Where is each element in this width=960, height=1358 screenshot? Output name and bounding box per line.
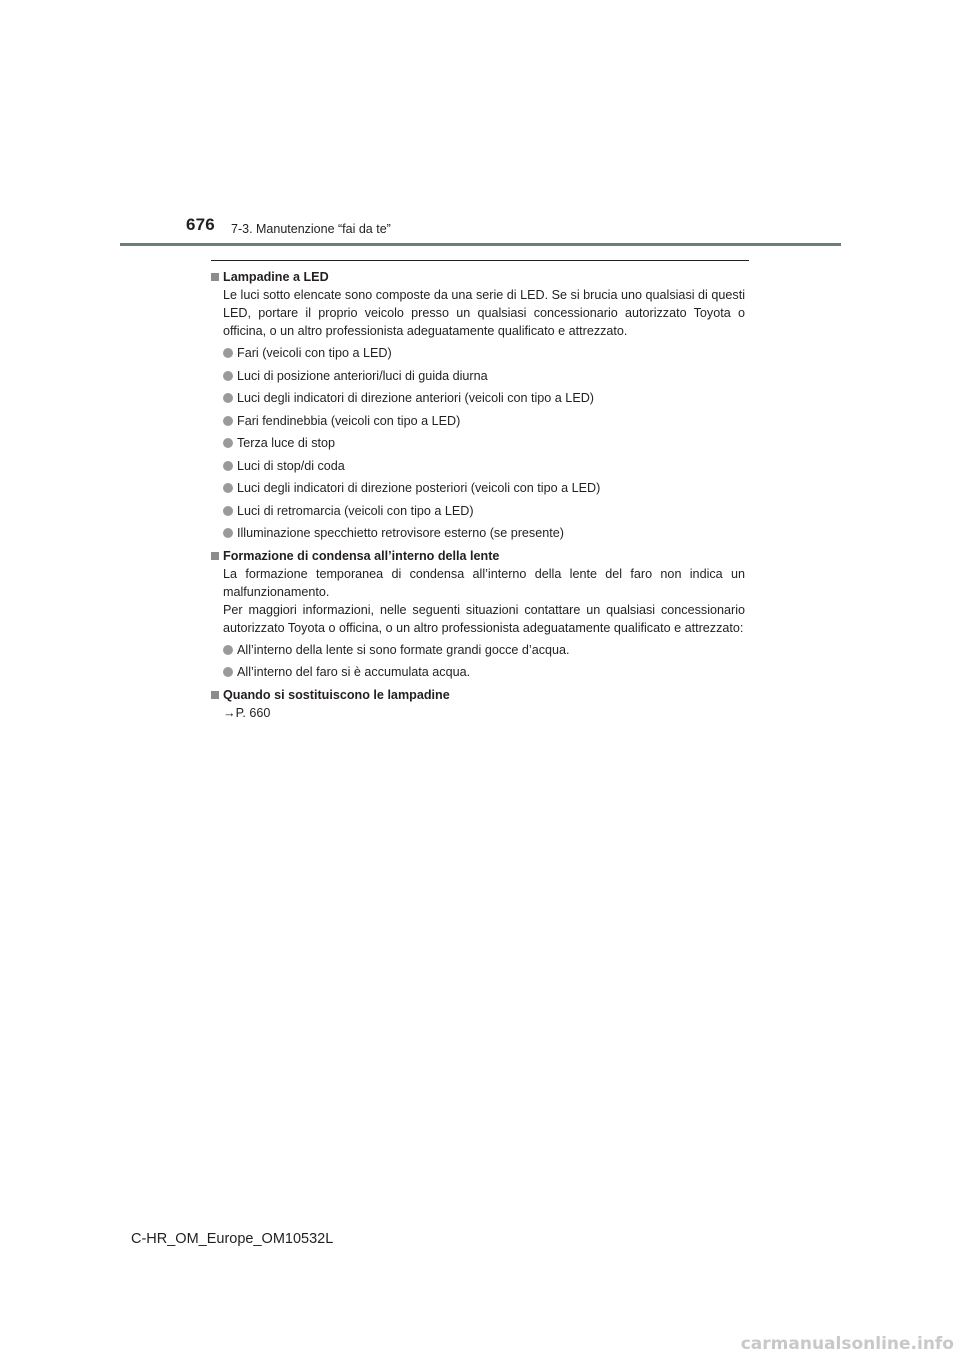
circle-bullet-icon	[223, 645, 233, 655]
circle-bullet-icon	[223, 416, 233, 426]
circle-bullet-icon	[223, 461, 233, 471]
content-rule	[211, 260, 749, 261]
list-item: Luci di posizione anteriori/luci di guida diurna	[223, 367, 745, 385]
list-item: Luci degli indicatori di direzione posteriori (veicoli con tipo a LED)	[223, 479, 745, 497]
list-item: Luci di stop/di coda	[223, 457, 745, 475]
page-number: 676	[186, 215, 215, 234]
circle-bullet-icon	[223, 528, 233, 538]
list-item: Luci degli indicatori di direzione anteriori (veicoli con tipo a LED)	[223, 389, 745, 407]
square-bullet-icon	[211, 691, 219, 699]
square-bullet-icon	[211, 273, 219, 281]
square-bullet-icon	[211, 552, 219, 560]
bullet-list	[223, 344, 745, 542]
bullet-list	[223, 641, 745, 682]
circle-bullet-icon	[223, 438, 233, 448]
list-item: All’interno del faro si è accumulata acqua.	[223, 663, 745, 681]
header-rule	[120, 243, 841, 246]
footer-document-code: C-HR_OM_Europe_OM10532L	[131, 1231, 334, 1247]
list-item: Fari (veicoli con tipo a LED)	[223, 344, 745, 362]
circle-bullet-icon	[223, 393, 233, 403]
page-reference-link[interactable]: →P. 660	[223, 705, 271, 720]
circle-bullet-icon	[223, 348, 233, 358]
circle-bullet-icon	[223, 371, 233, 381]
paragraph: Le luci sotto elencate sono composte da una serie di LED. Se si brucia uno qualsiasi di questi LED, portare il proprio veicolo presso un qualsiasi concessionario autorizzato Toyota o officina, o un altro professionista adeguatamente qualificato e attrezzato.	[223, 288, 745, 338]
section-heading: Lampadine a LED	[223, 270, 329, 284]
list-item: All’interno della lente si sono formate grandi gocce d’acqua.	[223, 641, 745, 659]
paragraph: La formazione temporanea di condensa all’interno della lente del faro non indica un malfunzionamento. Per maggiori informazioni, nelle seguenti situazioni contattare un qualsiasi concessionario autorizzato Toyota o officina, o un altro professionista adeguatamente qualificato e attrezzato:	[223, 566, 745, 635]
list-item: Terza luce di stop	[223, 434, 745, 452]
circle-bullet-icon	[223, 506, 233, 516]
section-replacing-bulbs	[211, 686, 745, 722]
list-item: Illuminazione specchietto retrovisore esterno (se presente)	[223, 524, 745, 542]
section-heading: Formazione di condensa all’interno della lente	[223, 548, 500, 563]
section-title: 7-3. Manutenzione “fai da te”	[231, 222, 391, 236]
list-item: Fari fendinebbia (veicoli con tipo a LED)	[223, 412, 745, 430]
page-content	[211, 268, 745, 722]
list-item: Luci di retromarcia (veicoli con tipo a LED)	[223, 502, 745, 520]
circle-bullet-icon	[223, 483, 233, 493]
watermark-text: carmanualsonline.info	[740, 1334, 954, 1354]
circle-bullet-icon	[223, 667, 233, 677]
section-heading: Quando si sostituiscono le lampadine	[223, 687, 450, 702]
section-led-bulbs	[211, 268, 745, 542]
section-condensation	[211, 547, 745, 682]
